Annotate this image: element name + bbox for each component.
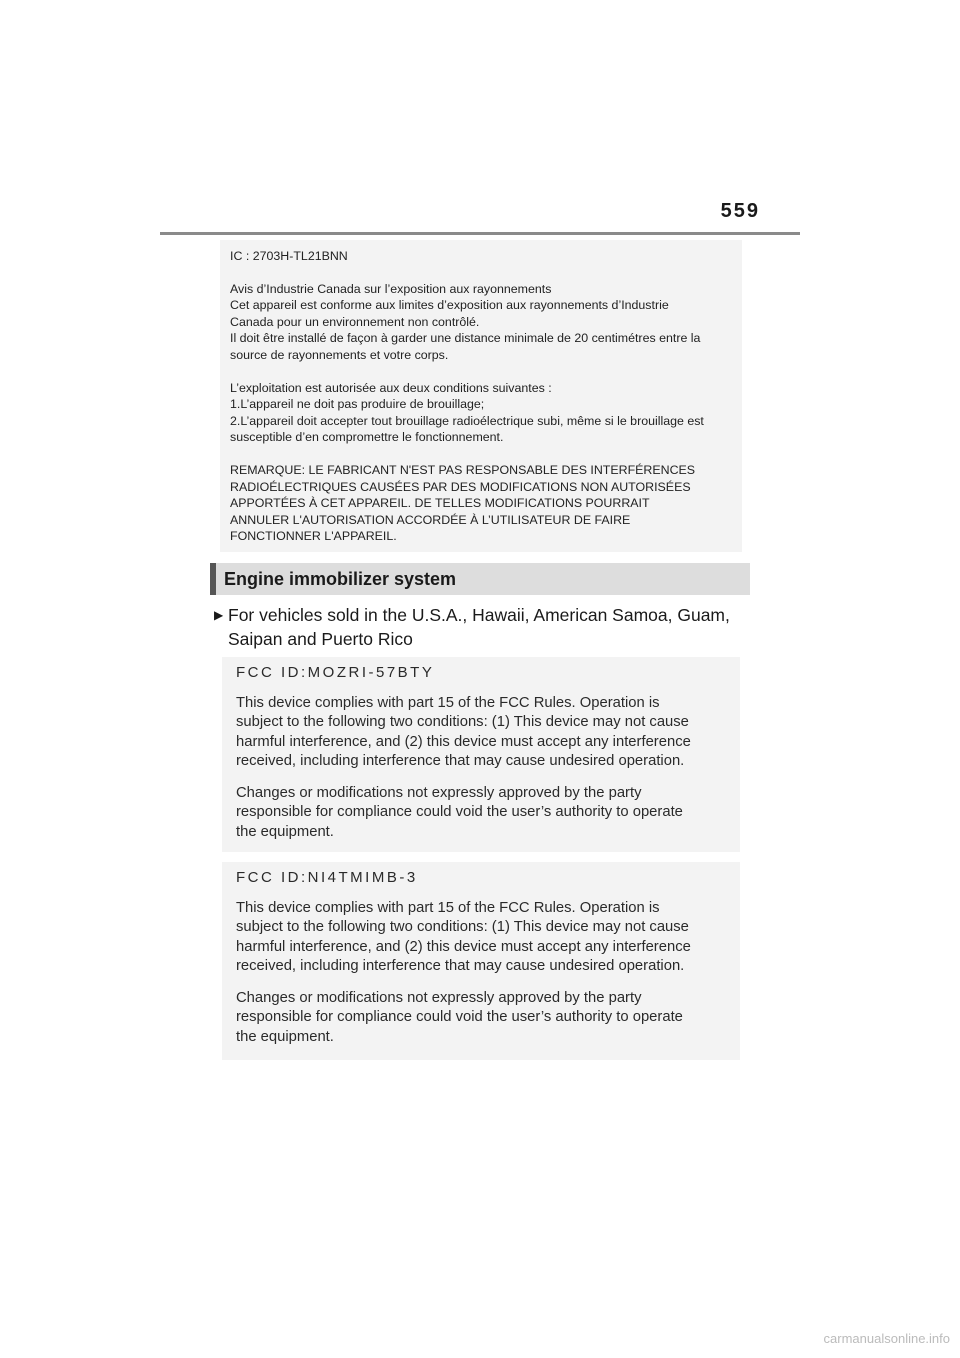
applicability-note [214,603,774,651]
ic-text-line: 2.L’appareil doit accepter tout brouillage radioélectrique subi, même si le brouillage est [230,413,704,428]
fcc-text-line: Changes or modifications not expressly approved by the party [236,989,642,1006]
ic-text-line: Canada pour un environnement non contrôlé. [230,314,480,329]
fcc-text-line: the equipment. [236,1028,334,1045]
fcc-text-line: responsible for compliance could void the user’s authority to operate [236,1009,683,1025]
arrow-right-icon: ▶ [214,608,224,622]
ic-remark-line: APPORTÉES À CET APPAREIL. DE TELLES MODIFICATIONS POURRAIT [230,496,650,511]
fcc-text-line: received, including interference that may cause undesired operation. [236,958,685,974]
ic-text-line: 1.L’appareil ne doit pas produire de brouillage; [230,397,485,412]
fcc-notice-box [222,657,740,852]
watermark: carmanualsonline.info [823,1331,950,1346]
ic-remark-line: REMARQUE: LE FABRICANT N'EST PAS RESPONSABLE DES INTERFÉRENCES [230,462,696,477]
fcc-notice-box [222,862,740,1060]
fcc-text-line: responsible for compliance could void the user’s authority to operate [236,804,683,820]
section-heading: Engine immobilizer system [210,563,750,595]
fcc-id-line: FCC ID:NI4TMIMB-3 [236,869,418,886]
header-rule [160,232,800,235]
fcc-text-line: harmful interference, and (2) this device must accept any interference [236,733,691,750]
fcc-text-line: harmful interference, and (2) this device must accept any interference [236,938,691,955]
ic-text-line: Cet appareil est conforme aux limites d’exposition aux rayonnements d’Industrie [230,298,669,313]
fcc-text-line: This device complies with part 15 of the FCC Rules. Operation is [236,694,660,711]
ic-text-line: source de rayonnements et votre corps. [230,347,449,362]
ic-remark-line: ANNULER L'AUTORISATION ACCORDÉE À L’UTILISATEUR DE FAIRE [230,512,631,527]
fcc-text-line: the equipment. [236,823,334,840]
ic-text-line: Il doit être installé de façon à garder une distance minimale de 20 centimétres entre la [230,331,701,346]
ic-notice-box [220,240,742,552]
ic-text-line: L’exploitation est autorisée aux deux conditions suivantes : [230,380,552,395]
page-number: 559 [720,200,760,222]
ic-text-line: Avis d’Industrie Canada sur l’exposition aux rayonnements [230,281,552,296]
fcc-text-line: received, including interference that may cause undesired operation. [236,753,685,769]
fcc-text-line: subject to the following two conditions: (1) This device may not cause [236,714,689,730]
ic-remark-line: FONCTIONNER L'APPAREIL. [230,529,397,544]
fcc-text-line: Changes or modifications not expressly approved by the party [236,784,642,801]
ic-remark-line: RADIOÉLECTRIQUES CAUSÉES PAR DES MODIFICATIONS NON AUTORISÉES [230,479,691,494]
fcc-text-line: subject to the following two conditions: (1) This device may not cause [236,919,689,935]
applicability-line: Saipan and Puerto Rico [228,629,413,649]
applicability-line: For vehicles sold in the U.S.A., Hawaii, American Samoa, Guam, [228,605,730,625]
fcc-id-line: FCC ID:MOZRI-57BTY [236,664,435,681]
ic-text-line: susceptible d’en compromettre le fonctionnement. [230,430,504,445]
ic-id-line: IC : 2703H-TL21BNN [230,249,348,263]
fcc-text-line: This device complies with part 15 of the FCC Rules. Operation is [236,899,660,916]
